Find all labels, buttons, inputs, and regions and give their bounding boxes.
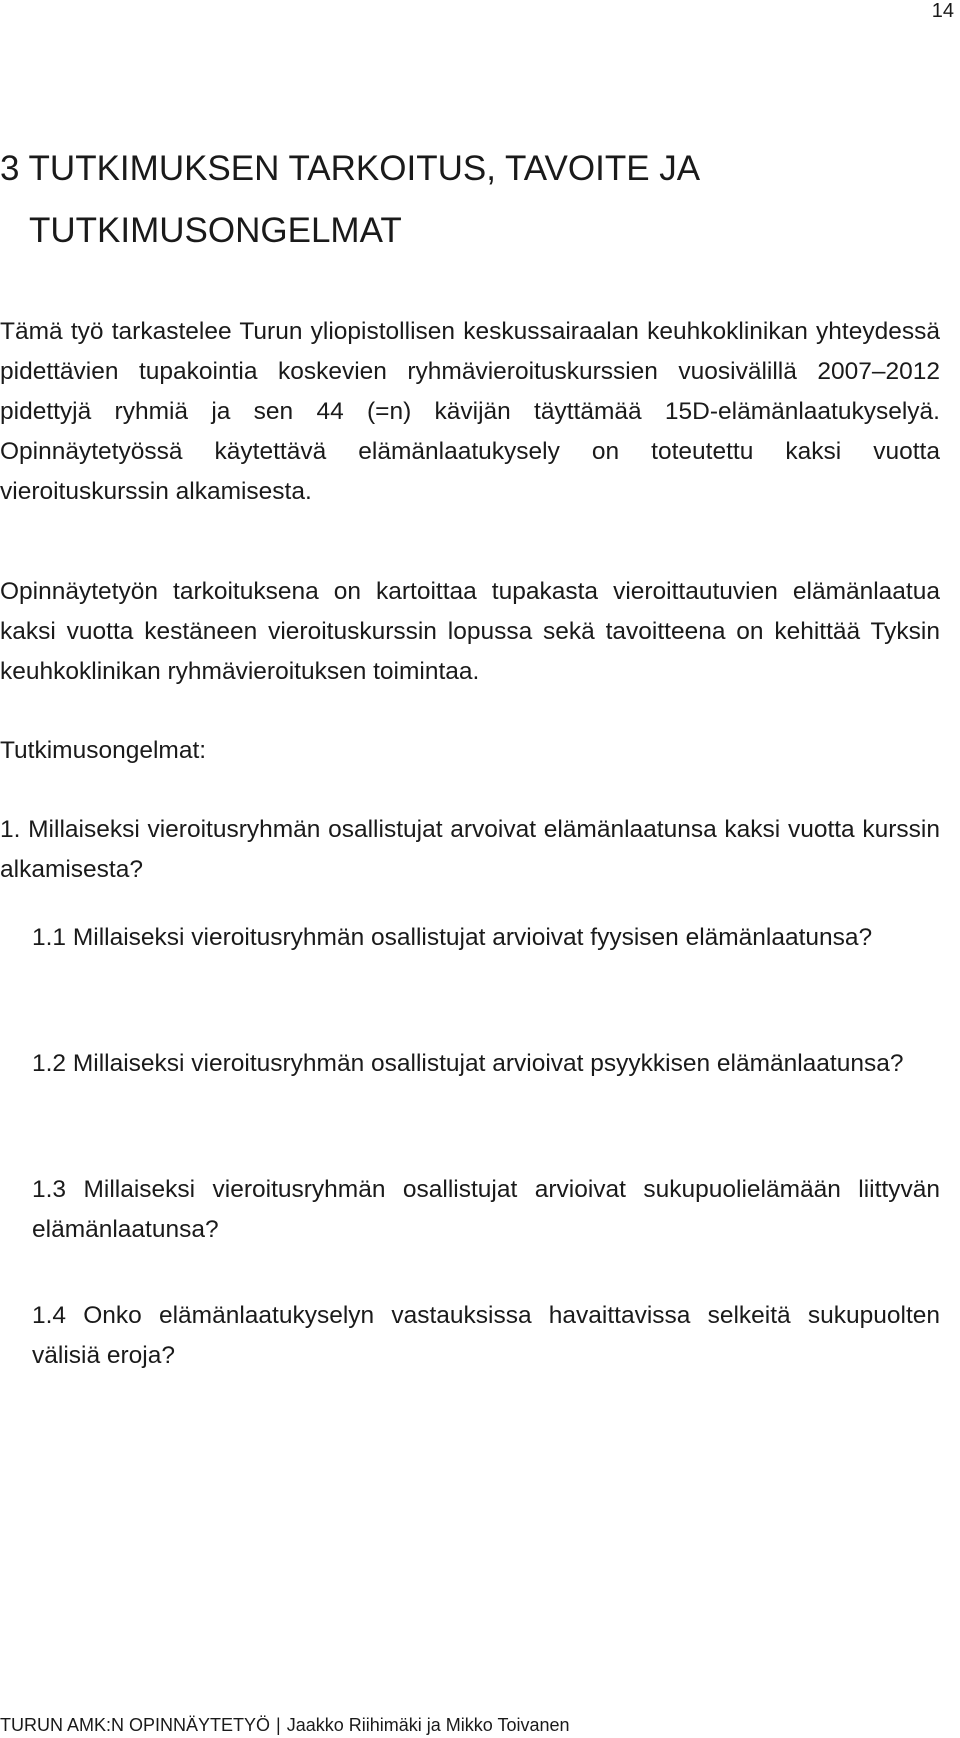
footer-authors: Jaakko Riihimäki ja Mikko Toivanen bbox=[286, 1715, 570, 1735]
research-question-1-3: 1.3 Millaiseksi vieroitusryhmän osallistujat arvioivat sukupuolielämään liittyvän elämänlaatunsa? bbox=[32, 1176, 940, 1243]
research-problems-label: Tutkimusongelmat: bbox=[0, 737, 207, 764]
footer-separator: | bbox=[276, 1715, 281, 1735]
chapter-heading-line-2: TUTKIMUSONGELMAT bbox=[29, 211, 402, 250]
purpose-paragraph: Opinnäytetyön tarkoituksena on kartoittaa tupakasta vieroittautuvien elämänlaatua kaksi vuotta kestäneen vieroituskurssin lopussa sekä tavoitteena on kehittää Tyksin keuhkoklinikan ryhmävieroituksen toimintaa. bbox=[0, 578, 940, 685]
research-question-1-2: 1.2 Millaiseksi vieroitusryhmän osallistujat arvioivat psyykkisen elämänlaatunsa? bbox=[32, 1050, 904, 1077]
chapter-heading-line-1: 3 TUTKIMUKSEN TARKOITUS, TAVOITE JA bbox=[0, 149, 701, 188]
research-question-1: 1. Millaiseksi vieroitusryhmän osallistujat arvoivat elämänlaatunsa kaksi vuotta kurssin alkamisesta? bbox=[0, 816, 940, 883]
page-footer bbox=[0, 1715, 570, 1736]
footer-institution: TURUN AMK:N OPINNÄYTETYÖ bbox=[0, 1715, 271, 1735]
research-question-1-1: 1.1 Millaiseksi vieroitusryhmän osallistujat arvioivat fyysisen elämänlaatunsa? bbox=[32, 924, 873, 951]
chapter-heading bbox=[0, 138, 960, 262]
research-question-1-4: 1.4 Onko elämänlaatukyselyn vastauksissa havaittavissa selkeitä sukupuolten välisiä eroja? bbox=[32, 1302, 940, 1369]
page-number: 14 bbox=[931, 0, 954, 22]
intro-paragraph: Tämä työ tarkastelee Turun yliopistollisen keskussairaalan keuhkoklinikan yhteydessä pidettävien tupakointia koskevien ryhmävieroituskurssien vuosivälillä 2007–2012 pidettyjä ryhmiä ja sen 44 (=n) kävijän täyttämää 15D-elämänlaatukyselyä. Opinnäytetyössä käytettävä elämänlaatukysely on toteutettu kaksi vuotta vieroituskurssin alkamisesta. bbox=[0, 318, 940, 505]
